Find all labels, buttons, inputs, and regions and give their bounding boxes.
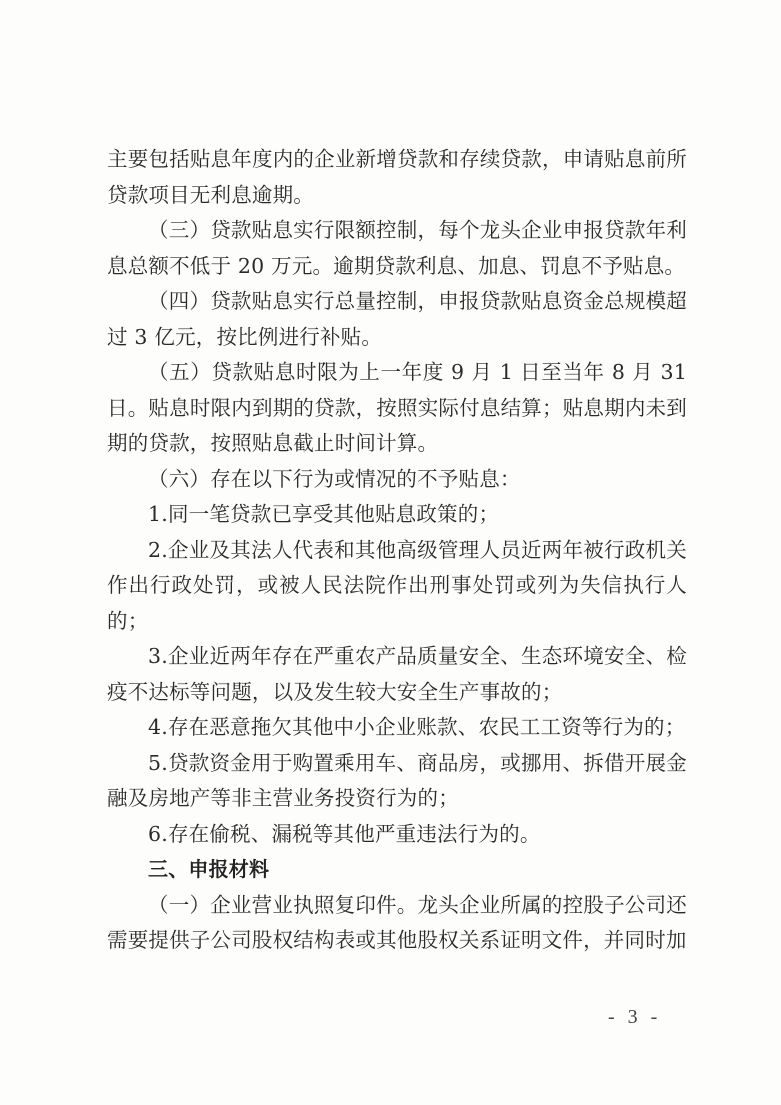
list-item-5: 5.贷款资金用于购置乘用车、商品房，或挪用、拆借开展金融及房地产等非主营业务投资行为的； <box>107 750 687 810</box>
list-item-1: 1.同一笔贷款已享受其他贴息政策的； <box>148 502 500 526</box>
list-item-4: 4.存在恶意拖欠其他中小企业账款、农民工工资等行为的； <box>148 715 686 739</box>
section-heading: 三、申报材料 <box>148 857 270 881</box>
paragraph-item-5: （五）贷款贴息时限为上一年度 9 月 1 日至当年 8 月 31 日。贴息时限内到期的贷款，按照实际付息结算；贴息期内未到期的贷款，按照贴息截止时间计算。 <box>107 360 687 455</box>
list-item-2: 2.企业及其法人代表和其他高级管理人员近两年被行政机关作出行政处罚，或被人民法院作出刑事处罚或列为失信执行人的； <box>107 537 687 633</box>
page-number: - 3 - <box>608 1006 662 1028</box>
list-item-3: 3.企业近两年存在严重农产品质量安全、生态环境安全、检疫不达标等问题，以及发生较大安全生产事故的； <box>107 644 687 704</box>
paragraph-item-6: （六）存在以下行为或情况的不予贴息： <box>148 466 521 491</box>
paragraph-materials-1: （一）企业营业执照复印件。龙头企业所属的控股子公司还需要提供子公司股权结构表或其他股权关系证明文件，并同时加 <box>107 892 687 952</box>
document-body <box>107 142 687 959</box>
paragraph-item-4: （四）贷款贴息实行总量控制，申报贷款贴息资金总规模超过 3 亿元，按比例进行补贴。 <box>107 289 687 349</box>
paragraph-continuation: 主要包括贴息年度内的企业新增贷款和存续贷款，申请贴息前所贷款项目无利息逾期。 <box>107 147 687 207</box>
paragraph-item-3: （三）贷款贴息实行限额控制，每个龙头企业申报贷款年利息总额不低于 20 万元。逾期贷款利息、加息、罚息不予贴息。 <box>107 218 687 278</box>
list-item-6: 6.存在偷税、漏税等其他严重违法行为的。 <box>148 821 541 846</box>
